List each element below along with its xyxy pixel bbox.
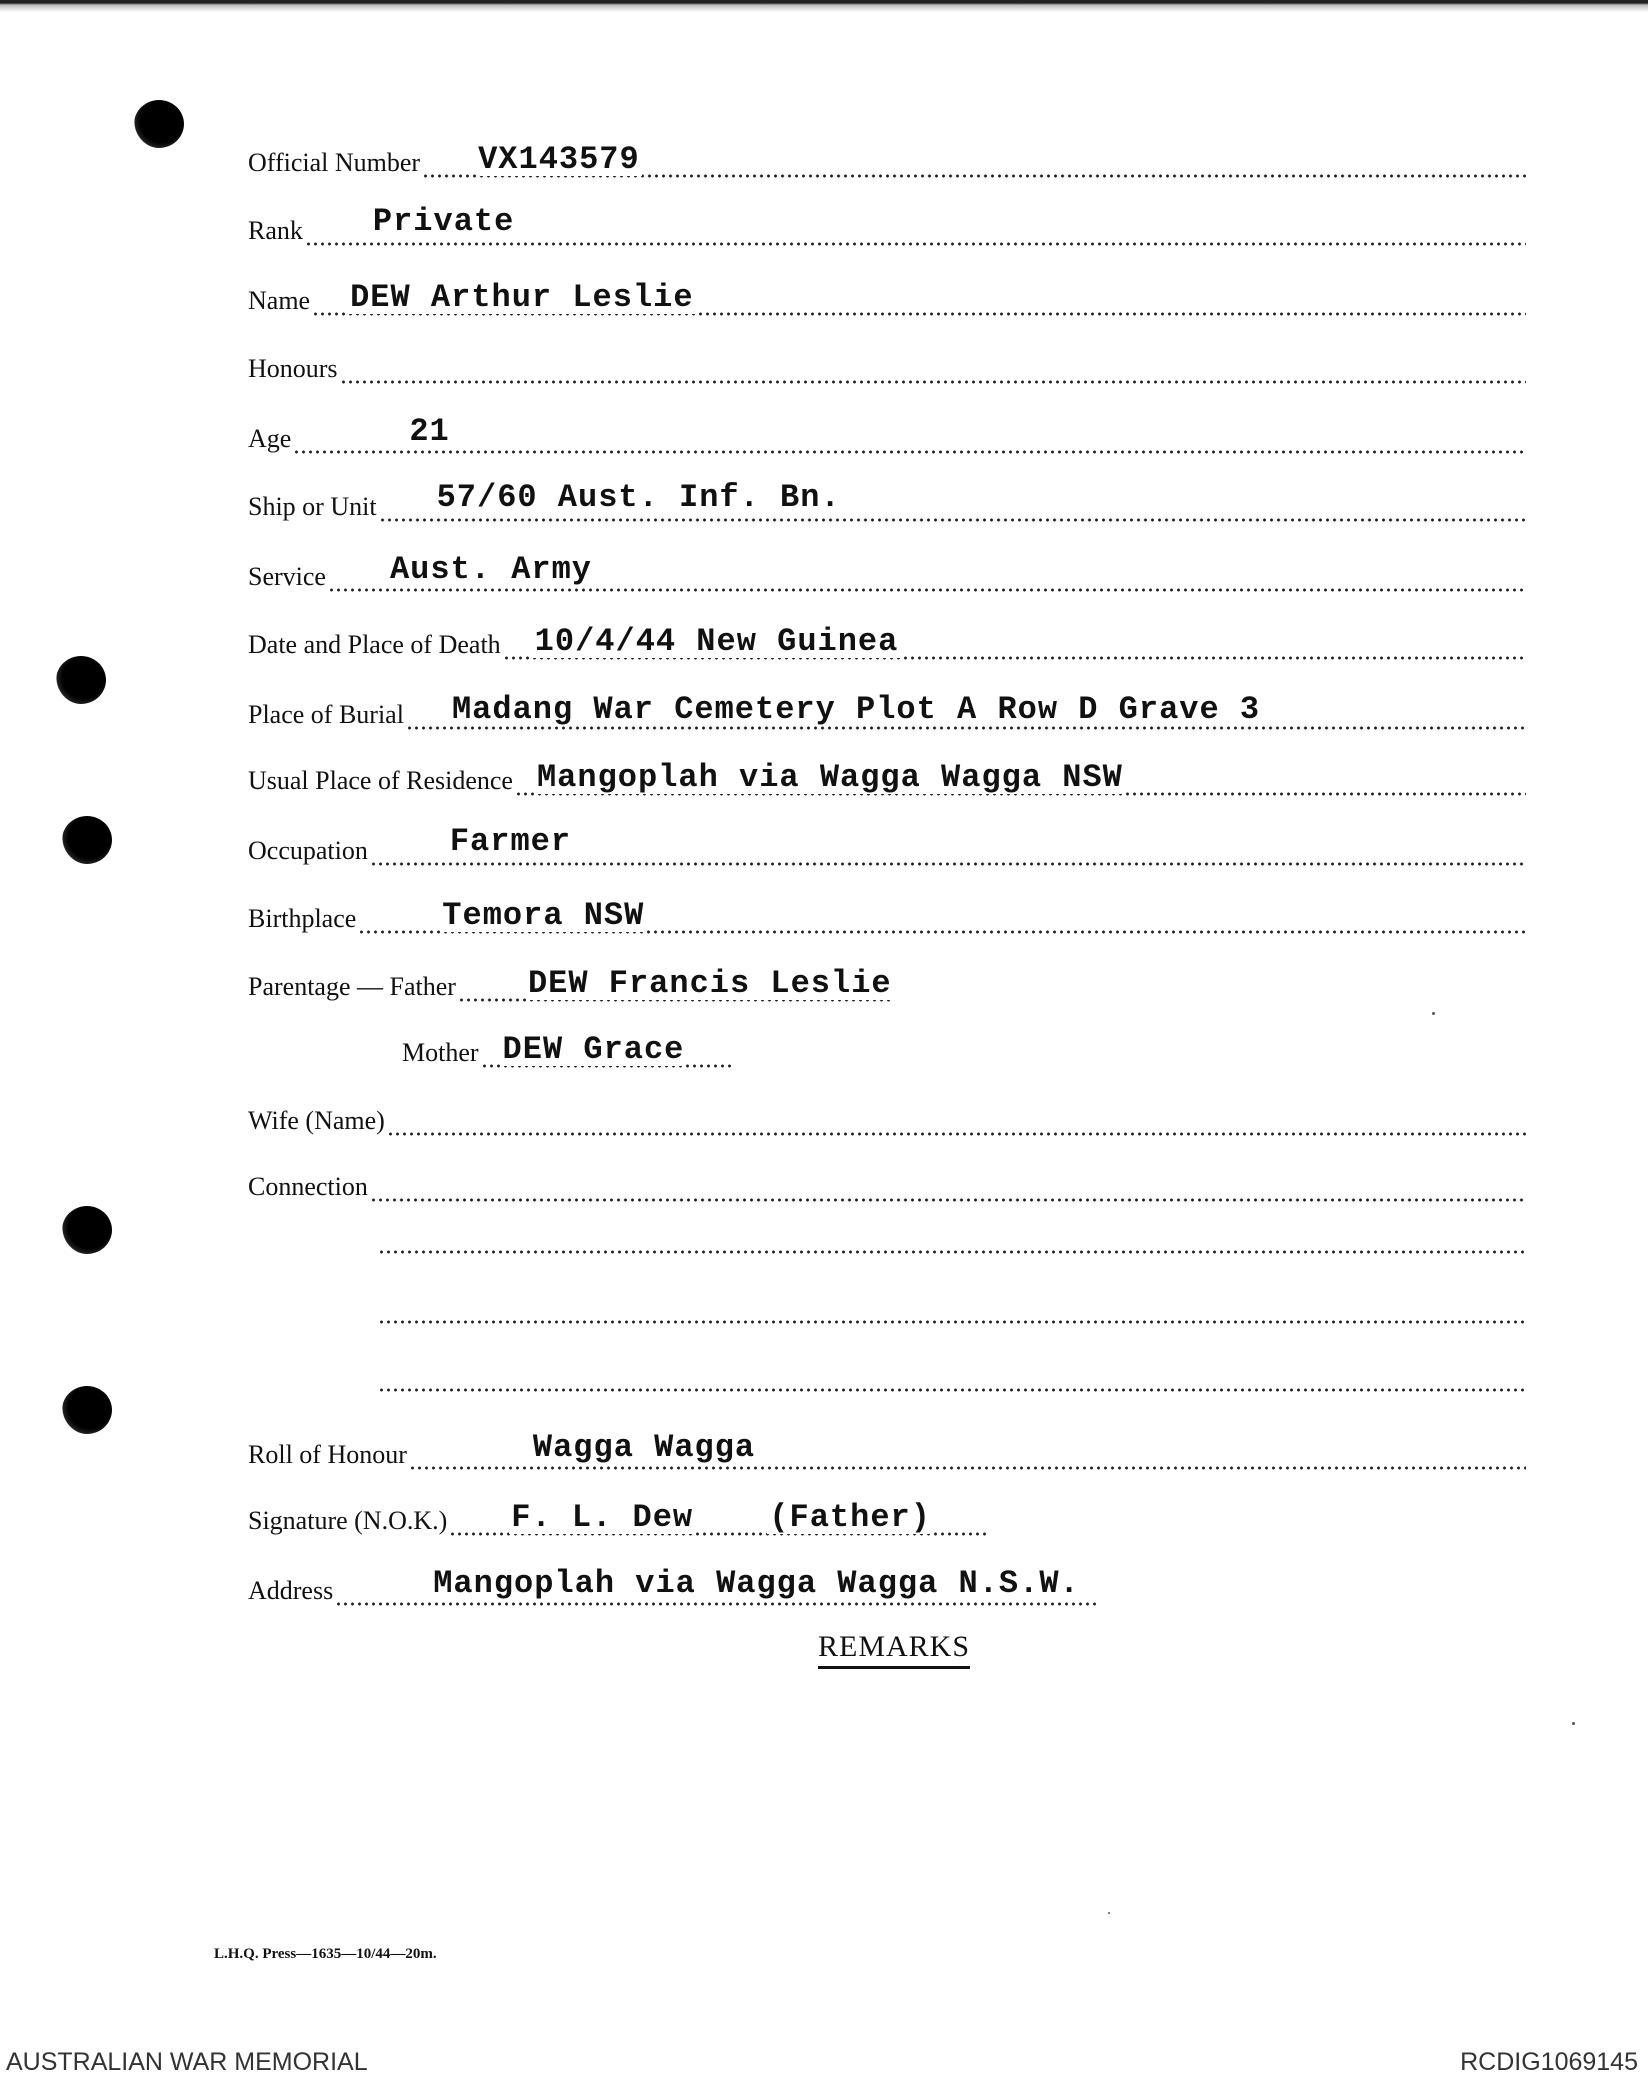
field-label: Signature (N.O.K.): [248, 1506, 448, 1535]
field-label: Honours: [248, 354, 338, 383]
field-age: [248, 414, 1526, 454]
field-value: Wagga Wagga: [532, 1429, 756, 1466]
field-signature: [248, 1496, 988, 1536]
field-line: [409, 1430, 1526, 1470]
field-line: [370, 823, 1526, 866]
field-label: Connection: [248, 1172, 368, 1201]
connection-line-4: [378, 1386, 1526, 1392]
field-line: [305, 203, 1526, 246]
field-name: [248, 276, 1526, 316]
field-label: Official Number: [248, 148, 421, 177]
paper-speck: [1108, 1912, 1110, 1914]
field-ship-or-unit: [248, 479, 1526, 522]
field-label: Rank: [248, 216, 303, 245]
field-value: Mangoplah via Wagga Wagga NSW: [536, 759, 1123, 796]
field-value: DEW Grace: [502, 1031, 685, 1068]
field-value: Mangoplah via Wagga Wagga N.S.W.: [433, 1565, 1080, 1602]
field-value: 10/4/44 New Guinea: [534, 623, 899, 660]
field-value: Temora NSW: [442, 897, 645, 934]
field-line: [515, 756, 1526, 796]
punch-hole: [56, 656, 106, 704]
field-occupation: [248, 823, 1526, 866]
field-value: 57/60 Aust. Inf. Bn.: [436, 479, 841, 516]
field-line: [387, 1096, 1526, 1136]
paper-speck: [1572, 1722, 1575, 1725]
field-official-number: [248, 138, 1526, 178]
footer-archive-name: AUSTRALIAN WAR MEMORIAL: [6, 2048, 368, 2076]
field-label: Usual Place of Residence: [248, 766, 513, 795]
field-mother: [402, 1028, 732, 1068]
paper-speck: [1432, 1012, 1435, 1015]
field-line: [503, 620, 1526, 660]
field-usual-residence: [248, 756, 1526, 796]
field-value: VX143579: [478, 141, 640, 178]
field-line: [406, 690, 1526, 730]
field-label: Name: [248, 286, 311, 315]
field-label: Ship or Unit: [248, 492, 377, 521]
field-birthplace: [248, 894, 1526, 934]
field-line: [328, 552, 1526, 592]
field-place-of-burial: [248, 690, 1526, 730]
field-label: Roll of Honour: [248, 1440, 407, 1469]
field-label: Wife (Name): [248, 1106, 385, 1135]
field-value: Private: [372, 203, 515, 240]
field-service: [248, 552, 1526, 592]
press-mark: L.H.Q. Press—1635—10/44—20m.: [214, 1946, 437, 1962]
field-date-place-death: [248, 620, 1526, 660]
page-top-edge: [0, 0, 1648, 14]
field-line: [481, 1028, 732, 1068]
field-label: Birthplace: [248, 904, 357, 933]
field-line: [312, 276, 1526, 316]
field-line: [335, 1566, 1098, 1606]
field-line: [340, 344, 1526, 384]
punch-hole: [62, 1386, 112, 1434]
field-label: Age: [248, 424, 292, 453]
field-label: Place of Burial: [248, 700, 404, 729]
connection-line-3: [378, 1318, 1526, 1324]
field-address: [248, 1566, 1098, 1606]
field-wife: [248, 1096, 1526, 1136]
punch-hole: [62, 816, 112, 864]
field-line: [449, 1496, 988, 1536]
field-value: Farmer: [449, 823, 572, 860]
field-label: Occupation: [248, 836, 368, 865]
field-rank: [248, 203, 1526, 246]
remarks-heading: REMARKS: [818, 1632, 970, 1669]
field-label: Mother: [402, 1038, 479, 1067]
field-line: [422, 138, 1526, 178]
field-label: Parentage — Father: [248, 972, 456, 1001]
field-line: [358, 894, 1526, 934]
field-line: [370, 1162, 1526, 1202]
punch-hole: [62, 1206, 112, 1254]
field-value: DEW Francis Leslie: [527, 965, 892, 1002]
field-connection: [248, 1162, 1526, 1202]
field-value: Madang War Cemetery Plot A Row D Grave 3: [451, 691, 1261, 728]
field-label: Date and Place of Death: [248, 630, 501, 659]
connection-line-2: [378, 1248, 1526, 1254]
field-label: Service: [248, 562, 326, 591]
field-line: [293, 414, 1526, 454]
field-value: F. L. Dew: [511, 1499, 694, 1536]
punch-hole: [134, 100, 184, 148]
footer-record-id: RCDIG1069145: [1460, 2048, 1638, 2076]
field-value: Aust. Army: [389, 551, 592, 588]
field-father: [248, 962, 1526, 1002]
field-value: 21: [409, 413, 450, 450]
field-line: [379, 479, 1526, 522]
field-value: DEW Arthur Leslie: [350, 279, 694, 316]
field-value-relation: (Father): [769, 1499, 931, 1536]
field-label: Address: [248, 1576, 334, 1605]
field-roll-of-honour: [248, 1430, 1526, 1470]
field-honours: [248, 344, 1526, 384]
field-line: [458, 962, 894, 1002]
